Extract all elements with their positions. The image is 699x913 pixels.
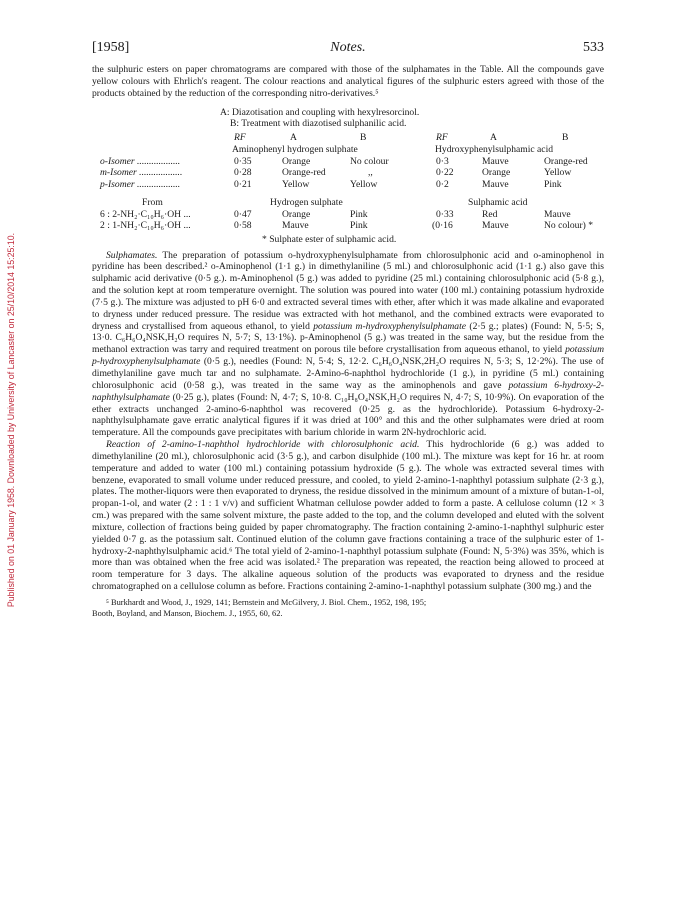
- row-rf-left: 0·21: [234, 178, 252, 190]
- section-heading-reaction: Reaction of 2-amino-1-naphthol hydrochloride with chlorosulphonic acid.: [106, 439, 420, 451]
- header-b-left: B: [360, 131, 367, 143]
- colour-reactions-table: [92, 130, 604, 270]
- row-rf-right: 0·22: [436, 167, 454, 179]
- header-a-right: A: [490, 131, 497, 143]
- row-rf-right: 0·2: [436, 178, 449, 190]
- row-a-left: Orange: [282, 208, 311, 220]
- row-b-right: Yellow: [544, 167, 572, 179]
- row-b-left: ,,: [368, 167, 373, 179]
- row-b-right: No colour) *: [544, 220, 594, 232]
- row-a-right: Mauve: [482, 178, 509, 190]
- row-rf-left: 0·28: [234, 167, 252, 179]
- row-b-right: Pink: [544, 178, 562, 190]
- row-a-left: Orange-red: [282, 167, 326, 179]
- group-heading-left-1: Aminophenyl hydrogen sulphate: [232, 143, 358, 155]
- row-a-left: Mauve: [282, 220, 309, 232]
- row-label: 2 : 1-NH₂·C₁₀H₆·OH ...: [100, 220, 191, 232]
- row-label: 6 : 2-NH₂·C₁₀H₆·OH ...: [100, 208, 191, 220]
- row-label: m-Isomer ..................: [100, 167, 183, 179]
- row-a-right: Orange: [482, 167, 511, 179]
- row-b-left: Yellow: [350, 178, 378, 190]
- row-rf-left: 0·47: [234, 208, 252, 220]
- footnote-line-2: Booth, Boyland, and Manson, Biochem. J., 1955, 60, 62.: [92, 609, 283, 618]
- group-heading-right-1: Hydroxyphenylsulphamic acid: [435, 143, 554, 155]
- group-heading-left-2: Hydrogen sulphate: [270, 196, 343, 208]
- row-label: p-Isomer ..................: [100, 178, 181, 190]
- row-a-right: Mauve: [482, 220, 509, 232]
- legend-b: B: Treatment with diazotised sulphanilic acid.: [230, 118, 407, 130]
- row-rf-left: 0·35: [234, 155, 252, 167]
- footnote-line-1: ⁵ Burkhardt and Wood, J., 1929, 141; Bernstein and McGilvery, J. Biol. Chem., 1952, 198, 195;: [106, 598, 427, 607]
- from-label: From: [142, 196, 163, 208]
- row-rf-left: 0·58: [234, 220, 252, 232]
- row-rf-right: (0·16: [432, 220, 453, 232]
- header-rf-left: RF: [234, 131, 246, 143]
- header-title: Notes.: [330, 40, 366, 55]
- row-b-left: Pink: [350, 208, 368, 220]
- header-year: [1958]: [92, 40, 130, 55]
- compound-name: potassium p-hydroxyphenylsulphamate: [92, 344, 604, 368]
- page-number: 533: [583, 40, 604, 55]
- section-heading-sulphamates: Sulphamates.: [106, 249, 158, 261]
- watermark-text: Published on 01 January 1958. Downloaded by University of Lancaster on 25/10/2014 15:25:10.: [6, 232, 16, 608]
- table-footnote: * Sulphate ester of sulphamic acid.: [262, 233, 397, 245]
- row-b-left: No colour: [350, 155, 389, 167]
- row-a-right: Red: [482, 208, 498, 220]
- sulphamates-paragraph: Sulphamates. The preparation of potassium o-hydroxyphenylsulphamate from chlorosulphonic acid and o-aminophenol in pyridine has been described.² o-Aminophenol (1·1 g.) in dimethylaniline (5 ml.) and chlorosulphonic acid (1·1 g.) also gave this sulphamic acid derivative (0·5 g.). m-Aminophenol (5 g.) was added to pyridine (25 ml.) containing chlorosulphonic acid (5·8 g.), and the solution kept at room temperature overnight. The solution was poured into water (100 ml.) containing potassium hydroxide (7·5 g.). The mixture was adjusted to pH 6·0 and extracted several times with ether, after which it was made alkaline and evaporated to dryness under reduced pressure. The residue was extracted with hot methanol, and the combined extracts were evaporated to dryness and crystallised from aqueous ethanol, to yield potassium m-hydroxyphenylsulphamate (2·5 g.; plates) (Found: N, 5·5; S, 13·0. C₆H₆O₄NSK,H₂O requires N, 5·7; S, 13·1%). p-Aminophenol (5 g.) was treated in the same way, but the residue from the methanol extraction was tarry and required treatment on porous tile before crystallisation from aqueous ethanol, to yield potassium p-hydroxyphenylsulphamate (0·5 g.), needles (Found: N, 5·4; S, 12·2. C₆H₆O₄NSK,2H₂O requires N, 5·3; S, 12·2%). The use of dimethylaniline gave much tar and no sulphamate. 2-Amino-6-naphthol hydrochloride (1 g.), in pyridine (5 ml.) containing chlorosulphonic acid (0·58 g.), was treated in the same way as the aminophenols and gave potassium 6-hydroxy-2-naphthylsulphamate (0·25 g.), plates (Found: N, 4·7; S, 10·8. C₁₀H₈O₄NSK,H₂O requires N, 4·7; S, 10·9%). On evaporation of the ether extracts unchanged 2-amino-6-naphthol was recovered (0·25 g. as the hydrochloride). Potassium 6-hydroxy-2-naphthylsulphamate gave erratic analytical figures if it was dried at 100° and this and the other sulphamates were dried at room temperature. All the compounds gave precipitates with barium chloride in warm 2N-hydrochloric acid.: [92, 249, 604, 439]
- intro-paragraph: the sulphuric esters on paper chromatograms are compared with those of the sulphamates in the Table. All the compounds gave yellow colours with Ehrlich's reagent. The colour reactions and analytical figures of the sulphuric esters agreed with those of the products obtained by the reduction of the corresponding nitro-derivatives.⁵: [92, 64, 604, 99]
- row-b-right: Mauve: [544, 208, 571, 220]
- group-heading-right-2: Sulphamic acid: [468, 196, 528, 208]
- row-label: o-Isomer ..................: [100, 155, 181, 167]
- compound-name: potassium m-hydroxyphenylsulphamate: [313, 320, 467, 332]
- compound-name: potassium 6-hydroxy-2-naphthylsulphamate: [92, 379, 604, 403]
- header-a-left: A: [290, 131, 297, 143]
- page: [92, 40, 604, 619]
- row-a-left: Yellow: [282, 178, 310, 190]
- row-a-left: Orange: [282, 155, 311, 167]
- row-b-right: Orange-red: [544, 155, 588, 167]
- row-rf-right: 0·3: [436, 155, 449, 167]
- legend-a: A: Diazotisation and coupling with hexylresorcinol.: [220, 106, 420, 118]
- reaction-paragraph: Reaction of 2-amino-1-naphthol hydrochloride with chlorosulphonic acid. This hydrochloride (6 g.) was added to dimethylaniline (20 ml.), chlorosulphonic acid (3·5 g.), and carbon disulphide (100 ml.). The mixture was kept for 16 hr. at room temperature and added to water (100 ml.) containing potassium hydroxide (5 g.). The whole was extracted several times with benzene, evaporated to small volume under reduced pressure, and cooled, to yield 2-amino-1-naphthyl potassium sulphate (2·3 g.), plates. The mother-liquors were then evaporated to dryness, the residue dissolved in the minimum amount of a mixture of butan-1-ol, propan-1-ol, and water (2 : 1 : 1 v/v) and sufficient Whatman cellulose powder added to form a paste. A cellulose column (12 × 3 cm.) was prepared with the same solvent mixture, the paste added to the top, and the column developed and eluted with the solvent mixture, collection of fractions being guided by paper chromatography. The fraction containing 2-amino-1-naphthyl sulphuric ester yielded 0·7 g. as the potassium salt. Continued elution of the column gave fractions containing a trace of the sulphuric ester of 1-hydroxy-2-naphthylsulphamic acid.⁶ The total yield of 2-amino-1-naphthyl potassium sulphate (Found: N, 5·3%) was 35%, which is more than was obtained when the free acid was isolated.² The preparation was repeated, the reaction being allowed to proceed at room temperature for 3 days. The alkaline aqueous solution of the products was evaporated to dryness and the residue chromatographed on a cellulose column as before. Fractions containing 2-amino-1-naphthyl potassium sulphate (300 mg.) and the: [92, 439, 604, 593]
- header-b-right: B: [562, 131, 569, 143]
- download-watermark: [4, 120, 18, 720]
- reference-footnote: [92, 597, 604, 619]
- row-a-right: Mauve: [482, 155, 509, 167]
- running-header: [92, 40, 604, 64]
- row-rf-right: 0·33: [436, 208, 454, 220]
- table-legend: [220, 107, 604, 130]
- header-rf-right: RF: [436, 131, 448, 143]
- row-b-left: Pink: [350, 220, 368, 232]
